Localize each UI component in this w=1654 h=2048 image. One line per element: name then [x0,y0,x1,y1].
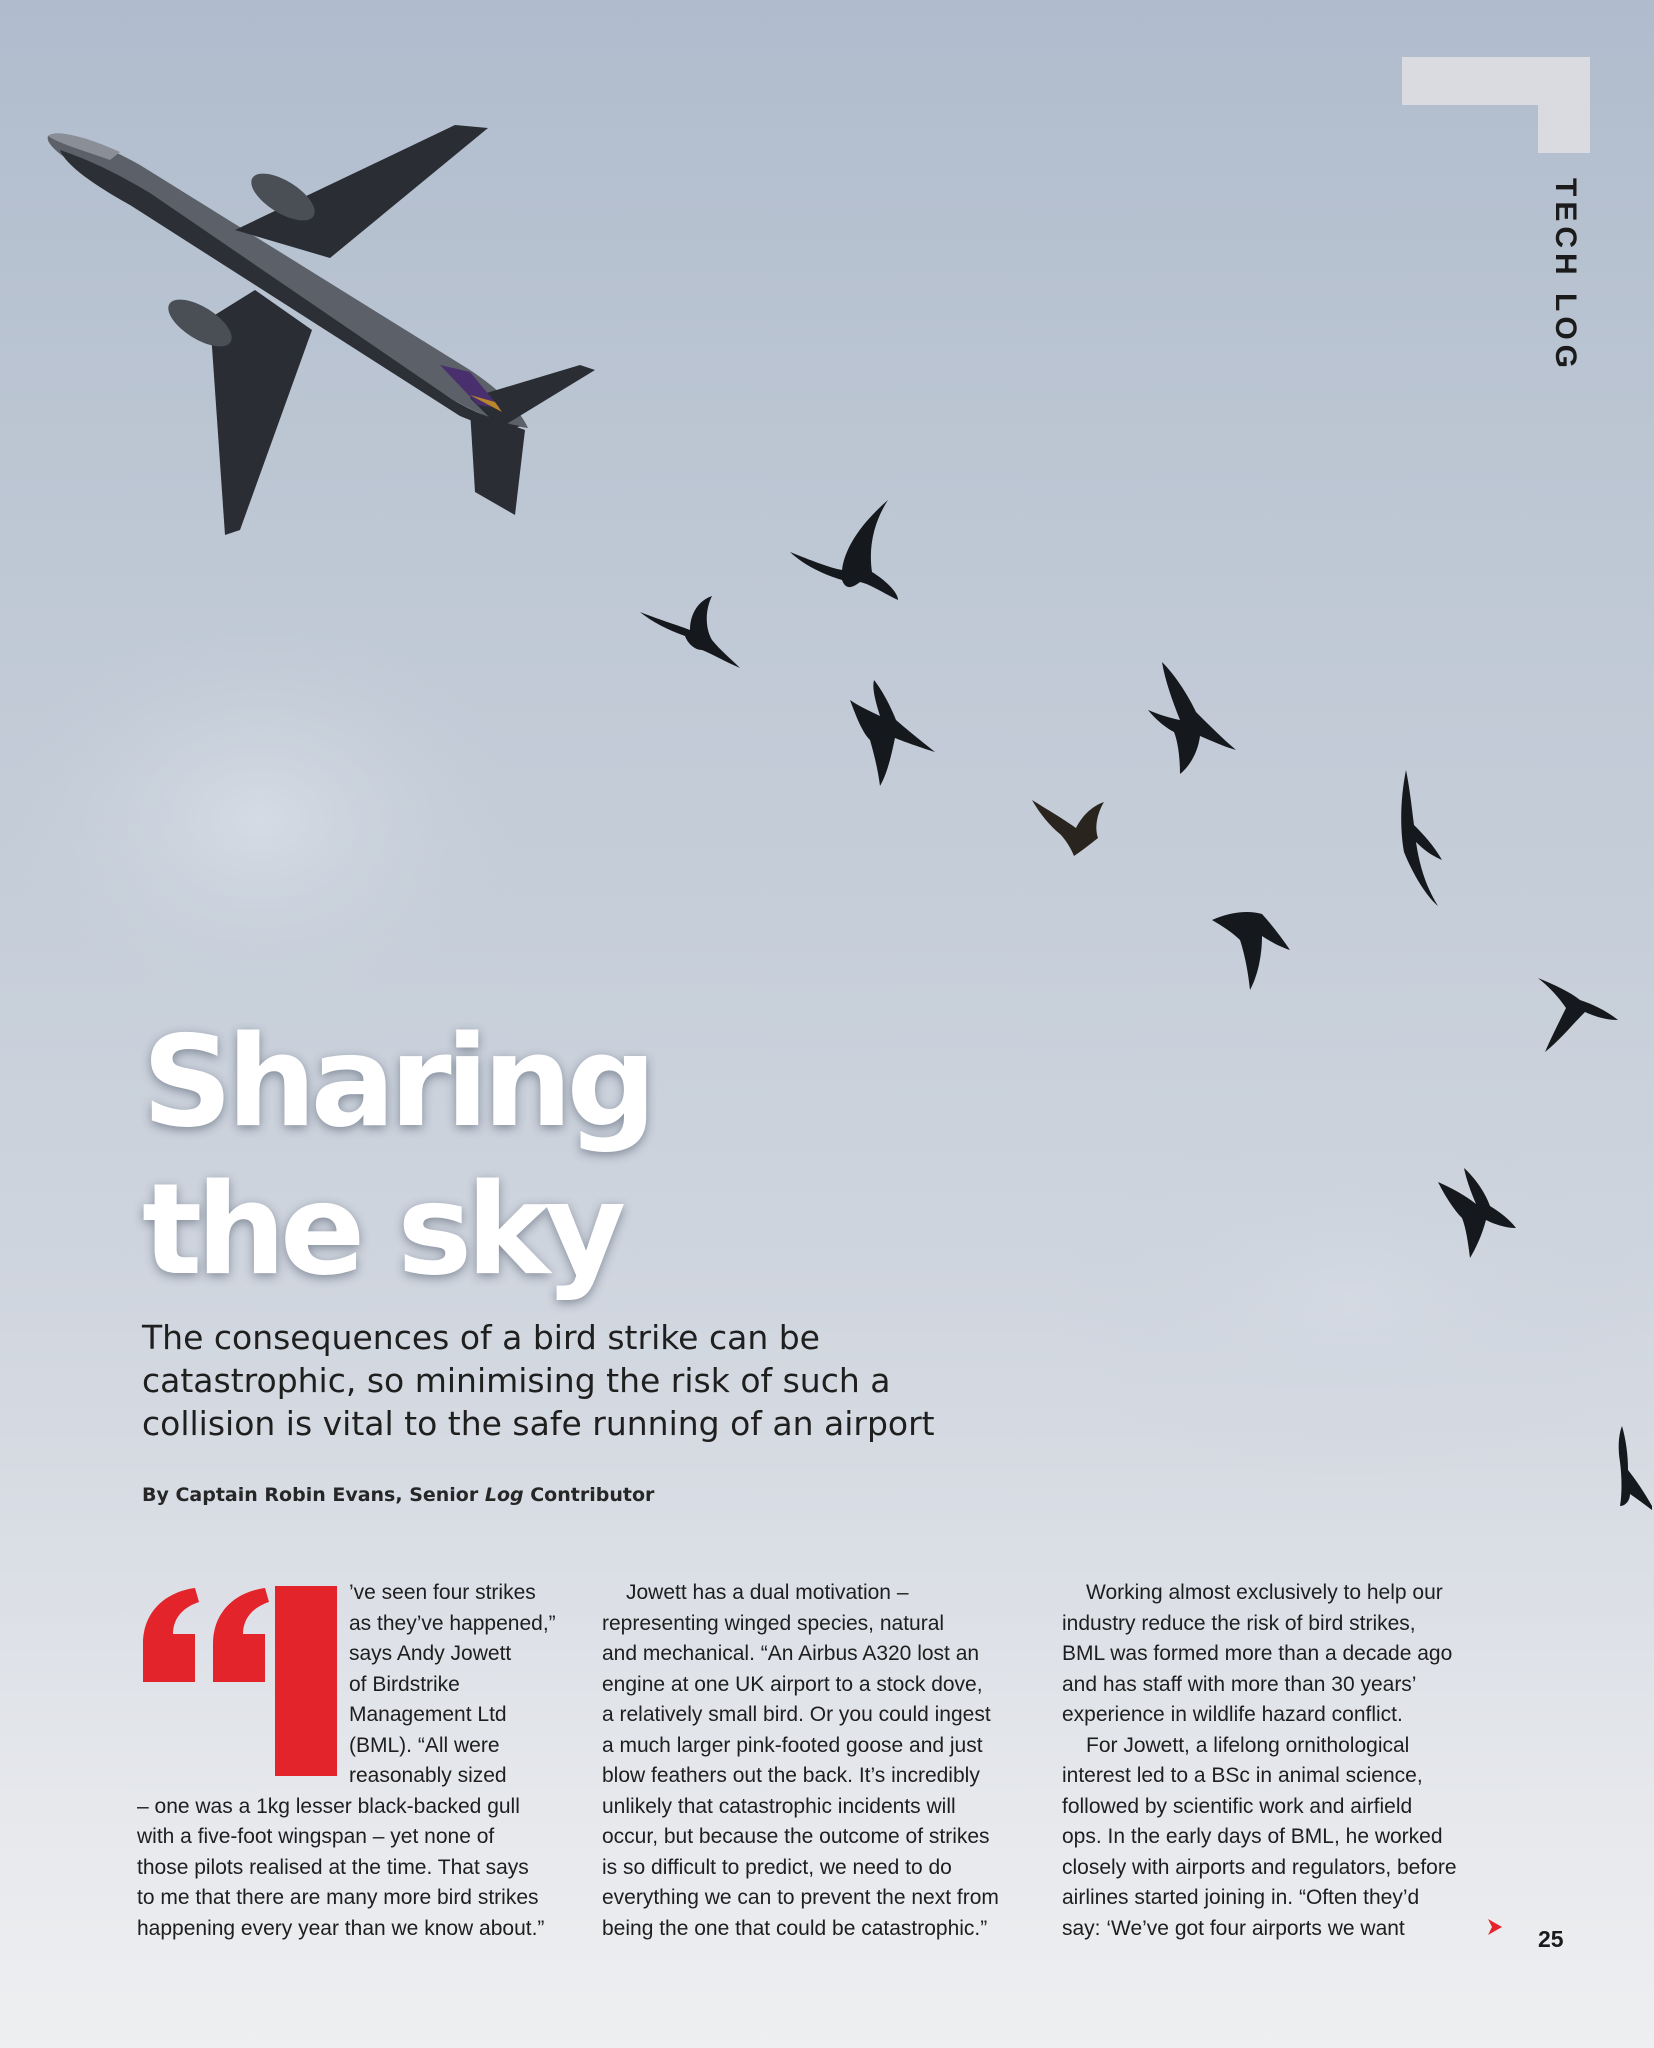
article-line: Management Ltd [349,1703,507,1726]
section-label: TECH LOG [1549,178,1582,373]
article-line: occur, but because the outcome of strikes [602,1825,990,1848]
article-line: unlikely that catastrophic incidents will [602,1794,956,1818]
article-line: BML was formed more than a decade ago [1062,1642,1453,1665]
article-column-2 [602,1578,1012,1944]
article-line: and has staff with more than 30 years’ [1062,1672,1417,1696]
article-line: ops. In the early days of BML, he worked [1062,1825,1443,1848]
byline-suffix: Contributor [523,1484,655,1506]
article-line: everything we can to prevent the next from [602,1886,999,1909]
article-column-3 [1062,1578,1484,1944]
article-line: – one was a 1kg lesser black-backed gull [137,1794,520,1818]
article-line: interest led to a BSc in animal science, [1062,1764,1423,1787]
headline-line-1: Sharing [142,1008,651,1155]
article-line: those pilots realised at the time. That says [137,1855,529,1879]
headline [142,1008,1042,1304]
article-line: industry reduce the risk of bird strikes, [1062,1611,1416,1635]
article-line: and mechanical. “An Airbus A320 lost an [602,1642,980,1665]
standfirst [142,1316,1042,1445]
article-line: to me that there are many more bird strikes [137,1886,539,1909]
standfirst-line: catastrophic, so minimising the risk of such a [142,1361,891,1400]
article-line: ’ve seen four strikes [349,1581,536,1604]
article-line: Jowett has a dual motivation – [626,1581,909,1604]
standfirst-line: The consequences of a bird strike can be [142,1318,820,1357]
article-line: blow feathers out the back. It’s incredibly [602,1764,980,1787]
article-line: closely with airports and regulators, before [1062,1855,1457,1879]
article-line: as they’ve happened,” [349,1611,556,1635]
article-line: reasonably sized [349,1764,507,1787]
article-line: is so difficult to predict, we need to do [602,1855,952,1879]
article-line: happening every year than we know about.” [137,1916,545,1940]
article-line: a relatively small bird. Or you could ingest [602,1703,991,1726]
article-line: followed by scientific work and airfield [1062,1794,1413,1818]
arrow-right-icon[interactable] [1487,1918,1503,1936]
article-line: being the one that could be catastrophic.” [602,1916,988,1940]
corner-mark [1402,57,1590,153]
byline [142,1484,654,1506]
article-line: with a five-foot wingspan – yet none of [137,1825,495,1848]
page-number: 25 [1538,1926,1564,1952]
article-line: Working almost exclusively to help our [1086,1581,1443,1604]
article-line: says Andy Jowett [349,1642,512,1665]
article-line: representing winged species, natural [602,1611,945,1635]
article-line: engine at one UK airport to a stock dove, [602,1672,983,1696]
airplane-silhouette [48,125,595,535]
standfirst-line: collision is vital to the safe running of an airport [142,1404,935,1443]
headline-line-2: the sky [142,1156,621,1303]
article-line: of Birdstrike [349,1672,460,1696]
article-line: (BML). “All were [349,1733,500,1757]
byline-publication: Log [484,1484,524,1506]
article-line: a much larger pink-footed goose and just [602,1733,983,1757]
article-line: For Jowett, a lifelong ornithological [1086,1733,1410,1757]
byline-prefix: By Captain Robin Evans, Senior [142,1484,485,1506]
article-column-1 [137,1578,556,1944]
article-line: airlines started joining in. “Often they’d [1062,1886,1420,1909]
article-line: say: ‘We’ve got four airports we want [1062,1916,1405,1940]
article-line: experience in wildlife hazard conflict. [1062,1703,1403,1726]
